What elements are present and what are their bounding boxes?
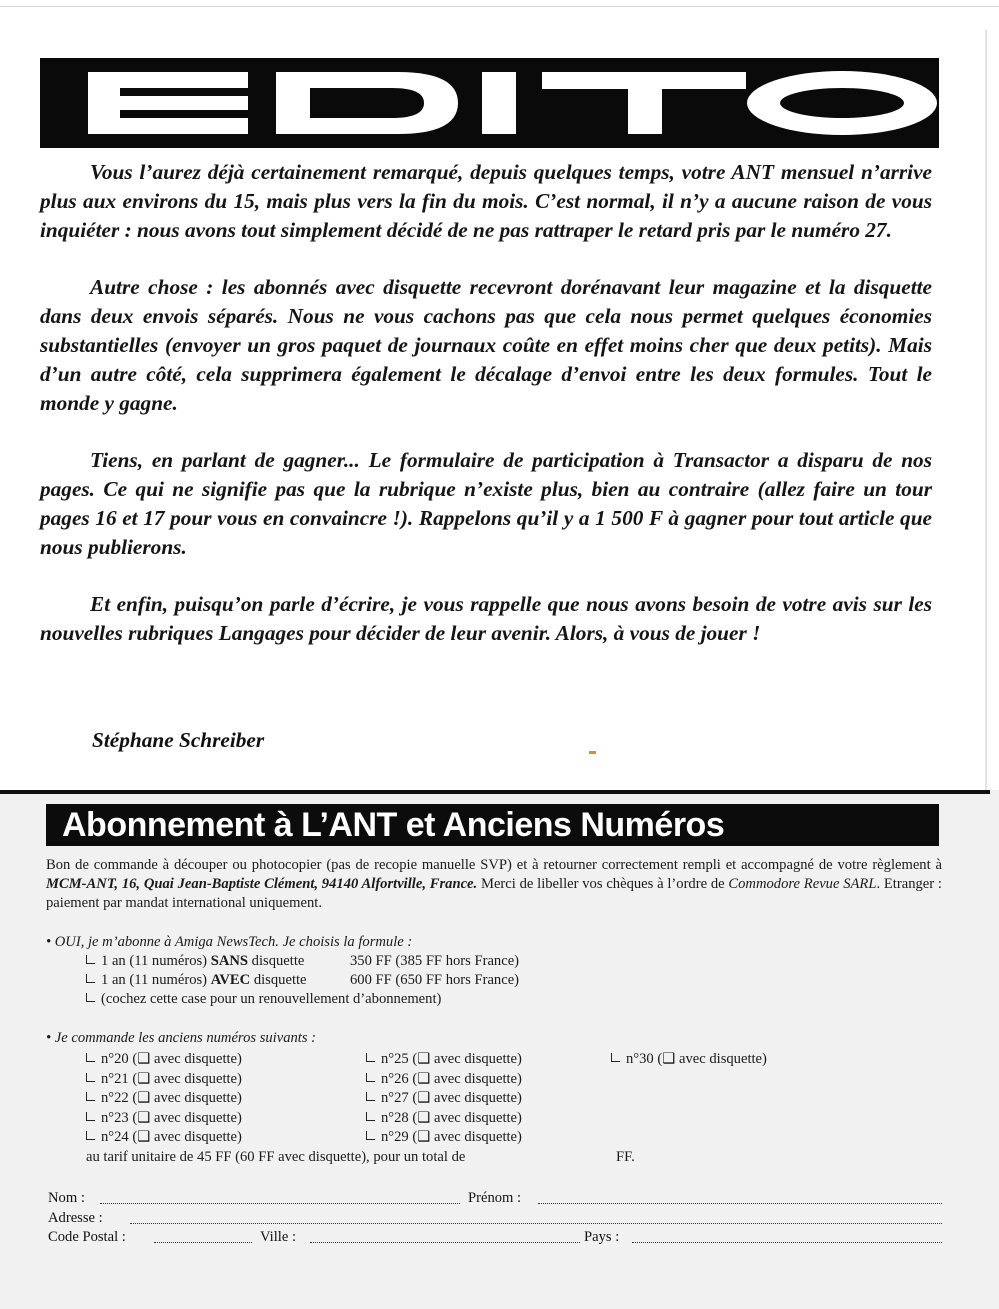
prenom-label: Prénom : — [468, 1190, 525, 1207]
subscription-section — [0, 790, 999, 1309]
address-row — [48, 1210, 942, 1230]
checkbox-icon[interactable] — [86, 993, 95, 1002]
payee-name: Commodore Revue SARL — [728, 876, 877, 892]
city-row — [48, 1229, 942, 1249]
checkbox-icon[interactable] — [86, 955, 95, 964]
issues-column-1 — [86, 1050, 242, 1148]
checkbox-icon[interactable] — [86, 974, 95, 983]
formula-option-avec[interactable]: 1 an (11 numéros) AVEC disquette 600 FF (650 FF hors France) — [46, 971, 942, 990]
checkbox-icon[interactable] — [366, 1112, 375, 1121]
issue-item[interactable]: n°21 (❑ avec disquette) — [86, 1070, 242, 1090]
issue-item[interactable]: n°22 (❑ avec disquette) — [86, 1089, 242, 1109]
formula-option-sans[interactable]: 1 an (11 numéros) SANS disquette 350 FF (385 FF hors France) — [46, 952, 942, 971]
subscription-body — [46, 856, 942, 1167]
code-postal-label: Code Postal : — [48, 1229, 130, 1246]
checkbox-icon[interactable] — [366, 1053, 375, 1062]
editorial-paragraph-1: Vous l’aurez déjà certainement remarqué, depuis quelques temps, votre ANT mensuel n’arrive plus aux environs du 15, mais plus vers la fin du mois. C’est normal, il n’y a aucune raison de vous inquiéter : nous avons tout simplement décidé de ne pas rattraper le retard pris par le numéro 27. — [40, 160, 932, 242]
unit-price-line: au tarif unitaire de 45 FF (60 FF avec disquette), pour un total de FF. — [86, 1149, 635, 1165]
adresse-label: Adresse : — [48, 1210, 107, 1227]
checkbox-icon[interactable] — [86, 1131, 95, 1140]
checkbox-icon[interactable] — [611, 1053, 620, 1062]
checkbox-icon[interactable] — [86, 1053, 95, 1062]
section-divider — [0, 790, 990, 794]
issue-item[interactable]: n°23 (❑ avec disquette) — [86, 1109, 242, 1129]
edito-banner — [40, 58, 939, 148]
signature: Stéphane Schreiber — [92, 728, 265, 752]
subscription-title: Abonnement à L’ANT et Anciens Numéros — [46, 804, 939, 846]
prenom-field[interactable] — [538, 1202, 942, 1204]
formula-heading: • OUI, je m’abonne à Amiga NewsTech. Je choisis la formule : — [46, 934, 413, 950]
checkbox-icon[interactable] — [86, 1073, 95, 1082]
issue-item[interactable]: n°24 (❑ avec disquette) — [86, 1128, 242, 1148]
issue-item[interactable]: n°28 (❑ avec disquette) — [366, 1109, 522, 1129]
nom-field[interactable] — [100, 1202, 460, 1204]
checkbox-icon[interactable] — [86, 1092, 95, 1101]
pays-label: Pays : — [584, 1229, 623, 1246]
issues-column-2 — [366, 1050, 522, 1148]
name-row — [48, 1190, 942, 1210]
renewal-option[interactable]: (cochez cette case pour un renouvellement d’abonnement) — [46, 990, 942, 1009]
ville-label: Ville : — [260, 1229, 300, 1246]
issue-item[interactable]: n°27 (❑ avec disquette) — [366, 1089, 522, 1109]
issue-item[interactable]: n°20 (❑ avec disquette) — [86, 1050, 242, 1070]
issue-item[interactable]: n°30 (❑ avec disquette) — [611, 1050, 767, 1070]
editorial-text — [40, 158, 932, 676]
editorial-paragraph-4: Et enfin, puisqu’on parle d’écrire, je vous rappelle que nous avons besoin de votre avis sur les nouvelles rubriques Langages pour décider de leur avenir. Alors, à vous de jouer ! — [40, 592, 932, 645]
checkbox-icon[interactable] — [366, 1092, 375, 1101]
page-edge-right — [985, 30, 987, 790]
back-issues-heading: • Je commande les anciens numéros suivants : — [46, 1030, 317, 1046]
checkbox-icon[interactable] — [366, 1131, 375, 1140]
issue-item[interactable]: n°25 (❑ avec disquette) — [366, 1050, 522, 1070]
formula-price: 600 FF (650 FF hors France) — [350, 972, 520, 988]
edito-wordmark — [40, 58, 939, 148]
stray-mark — [589, 751, 596, 754]
editorial-paragraph-3: Tiens, en parlant de gagner... Le formulaire de participation à Transactor a disparu de nos pages. Ce qui ne signifie pas que la rubrique n’existe plus, bien au contraire (allez faire un tour pages 16 et 17 pour vous en convaincre !). Rappelons qu’il y a 1 500 F à gagner pour tout article que nous publierons. — [40, 448, 932, 559]
formula-price: 350 FF (385 FF hors France) — [350, 953, 520, 969]
issue-item[interactable]: n°26 (❑ avec disquette) — [366, 1070, 522, 1090]
issues-column-3 — [611, 1050, 767, 1070]
code-postal-field[interactable] — [154, 1241, 252, 1243]
nom-label: Nom : — [48, 1190, 89, 1207]
pays-field[interactable] — [632, 1241, 942, 1243]
page-edge — [0, 6, 999, 7]
checkbox-icon[interactable] — [86, 1112, 95, 1121]
adresse-field[interactable] — [130, 1222, 942, 1224]
issue-item[interactable]: n°29 (❑ avec disquette) — [366, 1128, 522, 1148]
total-unit: FF. — [616, 1149, 635, 1165]
order-instructions: Bon de commande à découper ou photocopier (pas de recopie manuelle SVP) et à retourner correctement rempli et accompagné de votre règlement à MCM-ANT, 16, Quai Jean-Baptiste Clément, 94140 Alfortville, France. Merci de libeller vos chèques à l’ordre de Commodore Revue SARL. Etranger : paiement par mandat international uniquement. — [46, 857, 942, 911]
back-issues-list — [46, 1050, 942, 1148]
ville-field[interactable] — [310, 1241, 580, 1243]
checkbox-icon[interactable] — [366, 1073, 375, 1082]
order-address: MCM-ANT, 16, Quai Jean-Baptiste Clément, 94140 Alfortville, France. — [46, 876, 478, 892]
editorial-paragraph-2: Autre chose : les abonnés avec disquette recevront dorénavant leur magazine et la disquette dans deux envois séparés. Nous ne vous cachons pas que cela nous permet quelques économies substantielles (envoyer un gros paquet de journaux coûte en effet moins cher que deux petits). Mais d’un autre côté, cela supprimera également le décalage d’envoi entre les deux formules. Tout le monde y gagne. — [40, 275, 932, 415]
